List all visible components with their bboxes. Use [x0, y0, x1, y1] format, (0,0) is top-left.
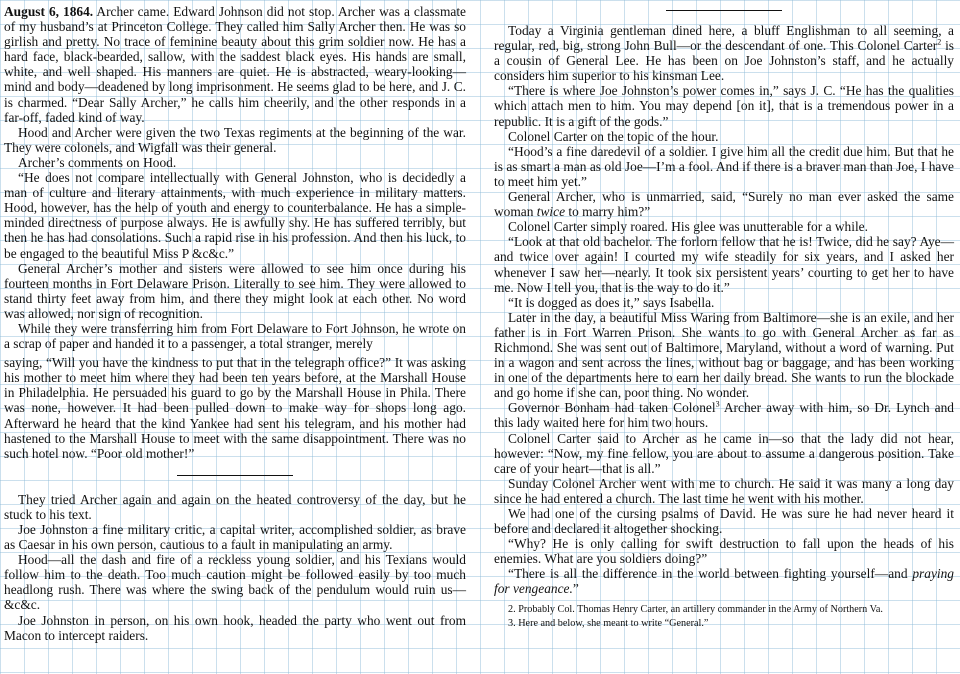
- paragraph: General Archer’s mother and sisters were allowed to see him once during his fourteen months in Fort Delaware Prison. Literally to see him. They were allowed to stand thirty feet away from him, and there they might look at each other. No word was allowed, nor sign of recognition.: [4, 260, 466, 321]
- text-run: to marry him?”: [565, 204, 651, 220]
- footnote-marker: 3: [715, 399, 720, 409]
- text-run: Governor Bonham had taken Colonel: [508, 400, 716, 416]
- paragraph: Hood and Archer were given the two Texas regiments at the beginning of the war. They were colonels, and Wigfall was their general.: [4, 124, 466, 155]
- footnotes: [494, 603, 954, 631]
- paragraph: While they were transferring him from Fort Delaware to Fort Johnson, he wrote on a scrap of paper and handed it to a passenger, a total stranger, merely: [4, 320, 466, 352]
- text-run: “There is all the difference in the world between fighting yourself—and: [508, 566, 913, 582]
- paragraph: Sunday Colonel Archer went with me to church. He said it was many a long day since he had entered a church. The last time he went with his mother.: [494, 475, 954, 506]
- paragraph: Joe Johnston in person, on his own hook, headed the party who went out from Macon to intercept raiders.: [4, 612, 466, 643]
- paragraph: “There is where Joe Johnston’s power comes in,” says J. C. “He has the qualities which attach men to him. You may depend [on it], that is a tremendous power in a republic. It is a gift of the gods.”: [494, 83, 954, 129]
- paragraph: “Hood’s a fine daredevil of a soldier. I give him all the credit due him. But that he is as smart a man as old Joe—I’m a fool. And if there is a braver man than Joe, I have to meet him yet.”: [494, 143, 954, 189]
- paragraph: They tried Archer again and again on the heated controversy of the day, but he stuck to his text.: [4, 491, 466, 522]
- entry-date: August 6, 1864.: [4, 4, 94, 19]
- italic-text: twice: [536, 204, 566, 220]
- footnote-marker: 2: [937, 37, 942, 47]
- continued-paragraph: saying, “Will you have the kindness to put that in the telegraph office?” It was asking his mother to meet him where they had been ten years before, at the Marshall House in Philadelphia. He persuaded his guard to go by the Marshall House in Phila. There was none, however. It had been pulled down to make way for shops long ago. Afterward he heard that the kind Yankee had sent his telegram, and his mother had hastened to the Marshall House to meet with the same disappointment. There was no such hotel now. “Poor old mother!”: [4, 355, 466, 461]
- paragraph: [494, 189, 954, 219]
- text-run: ”: [572, 581, 579, 597]
- paragraph: Later in the day, a beautiful Miss Waring from Baltimore—she is an exile, and her father is in Fort Warren Prison. She wants to go with General Archer as far as Richmond. She was sent out of Baltimore, Maryland, without a word of warning. Put in a wagon and sent across the lines, without bag or baggage, and has been working in one of the departments here to earn her daily bread. She wants to run the blockade and go home if she can, poor thing. No wonder.: [494, 309, 954, 401]
- paragraph: We had one of the cursing psalms of David. He was sure he had never heard it before and declared it altogether shocking.: [494, 506, 954, 537]
- text-run: Today a Virginia gentleman dined here, a bluff Englishman to all seeming, a regular, red, big, strong John Bull—or the descendant of one. This Colonel Carter: [494, 23, 954, 54]
- paragraph: [494, 23, 954, 83]
- right-column: [494, 4, 954, 631]
- paragraph: Colonel Carter said to Archer as he came in—so that the lady did not hear, however: “Now, my fine fellow, you are about to assume a dangerous position. Take care of your heart—that is all.”: [494, 430, 954, 476]
- text-run: Archer away with him, so Dr. Lynch and this lady waited here for him two hours.: [494, 400, 954, 431]
- paragraph: “Look at that old bachelor. The forlorn fellow that he is! Twice, did he say? Aye—and twice over again! I courted my wife steadily for six years, and I asked her whenever I saw her—nearly. It took six persistent years’ courting to get her to have me. Now I tell you, that is the way to do it.”: [494, 234, 954, 295]
- paragraph: Joe Johnston a fine military critic, a capital writer, accomplished soldier, as brave as Caesar in his own person, cautious to a fault in manipulating an army.: [4, 522, 466, 553]
- paragraph: “He does not compare intellectually with General Johnston, who is decidedly a man of culture and literary attainments, with much experience in military matters. Hood, however, has the help of youth and energy to counterbalance. He has a simple-minded directness of purpose always. He is awfully shy. He has suffered terribly, but then he has had consolations. Such a rapid rise in his profession. And then his luck, to be engaged to the beautiful Miss P &c&c.”: [4, 170, 466, 261]
- footnote: 2. Probably Col. Thomas Henry Carter, an artillery commander in the Army of Northern Va.: [508, 603, 883, 615]
- paragraph: Colonel Carter simply roared. His glee was unutterable for a while.: [508, 219, 868, 235]
- italic-text: praying for vengeance.: [494, 566, 954, 597]
- entry-text: Archer came. Edward Johnson did not stop. Archer was a classmate of my husband’s at Princeton College. They called him Sally Archer then. He was so girlish and pretty. No trace of feminine beauty about this grim soldier now. He has a hard face, black-bearded, sallow, with the saddest black eyes. His hands are small, white, and well shaped. His manners are quiet. He is abstracted, weary-looking—mind and body—deadened by long imprisonment. He seems glad to be here, and J. C. is charmed. “Dear Sally Archer,” he calls him cheerily, and the other responds in a far-off, faded kind of way.: [4, 4, 466, 125]
- section-divider: [177, 475, 293, 476]
- text-run: General Archer, who is unmarried, said, “Surely no man ever asked the same woman: [494, 189, 954, 220]
- footnote: 3. Here and below, she meant to write “General.”: [508, 617, 709, 629]
- paragraph: [494, 400, 954, 430]
- paragraph: “It is dogged as does it,” says Isabella.: [508, 294, 715, 310]
- paragraph: Colonel Carter on the topic of the hour.: [508, 128, 719, 144]
- entry-paragraph: [4, 4, 466, 125]
- paragraph: “Why? He is only calling for swift destruction to fall upon the heads of his enemies. What are you soldiers doing?”: [494, 536, 954, 567]
- section-divider: [666, 10, 782, 11]
- paragraph: [494, 566, 954, 596]
- left-column: [4, 4, 466, 643]
- paragraph: Hood—all the dash and fire of a reckless young soldier, and his Texians would follow him to the death. Too much caution might be followed easily by too much headlong rush. There was where the swing back of the pendulum would ruin us—&c&c.: [4, 552, 466, 613]
- text-run: is a cousin of General Lee. He has been on Joe Johnston’s staff, and he actually considers him superior to his kinsman Lee.: [494, 38, 955, 84]
- paragraph: Archer’s comments on Hood.: [18, 154, 177, 170]
